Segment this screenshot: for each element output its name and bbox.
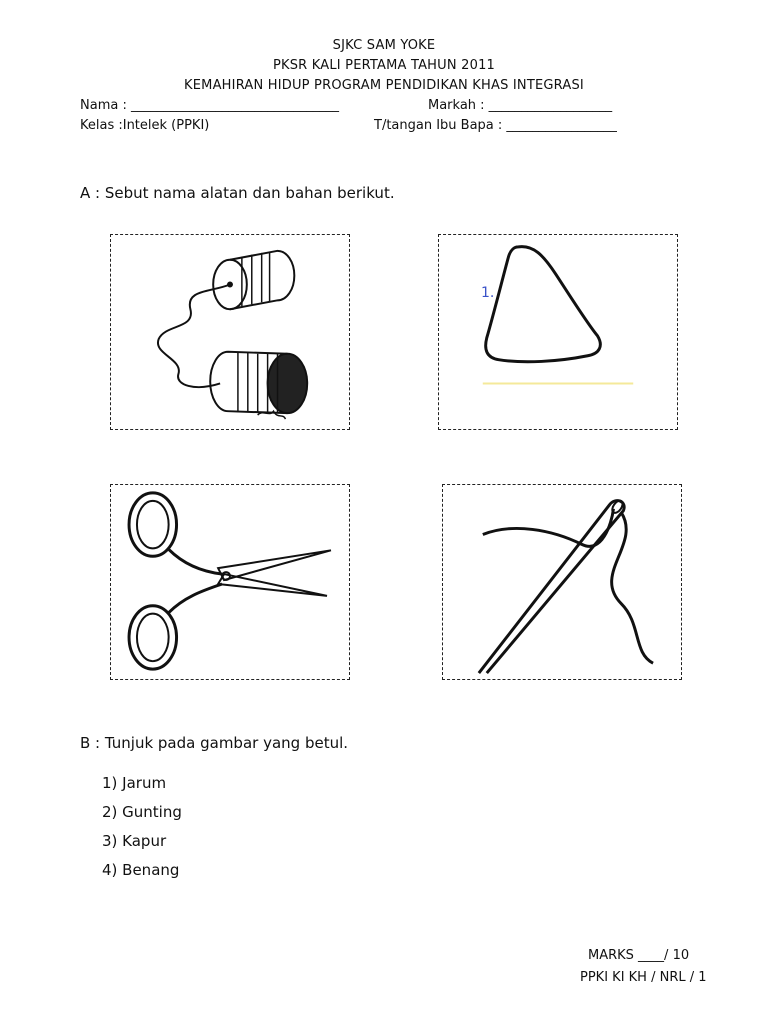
needle-box [442, 484, 682, 680]
school-name: SJKC SAM YOKE [332, 38, 436, 53]
document-code: PPKI KI KH / NRL / 1 [580, 970, 707, 985]
section-a-heading: A : Sebut nama alatan dan bahan berikut. [80, 184, 395, 202]
thread-spool-box [110, 234, 350, 430]
chalk-label: 1. [481, 285, 495, 301]
kelas-field: Kelas :Intelek (PPKI) [80, 118, 210, 133]
list-item: 3) Kapur [102, 832, 167, 850]
subject-title: KEMAHIRAN HIDUP PROGRAM PENDIDIKAN KHAS INTEGRASI [184, 78, 584, 93]
signature-field: T/tangan Ibu Bapa : _________________ [374, 118, 617, 133]
chalk-box [438, 234, 678, 430]
marks-line: MARKS ____/ 10 [588, 948, 690, 963]
list-item: 1) Jarum [102, 774, 167, 792]
needle-icon [443, 485, 681, 679]
scissors-box [110, 484, 350, 680]
nama-field: Nama : ________________________________ [80, 98, 339, 113]
list-item: 4) Benang [102, 861, 180, 879]
list-item: 2) Gunting [102, 803, 182, 821]
exam-title: PKSR KALI PERTAMA TAHUN 2011 [272, 58, 496, 73]
markah-field: Markah : ___________________ [428, 98, 613, 113]
scissors-icon [111, 485, 349, 679]
chalk-icon [439, 235, 677, 429]
thread-spool-icon [111, 235, 349, 429]
section-b-heading: B : Tunjuk pada gambar yang betul. [80, 734, 349, 752]
answer-list [102, 772, 182, 888]
